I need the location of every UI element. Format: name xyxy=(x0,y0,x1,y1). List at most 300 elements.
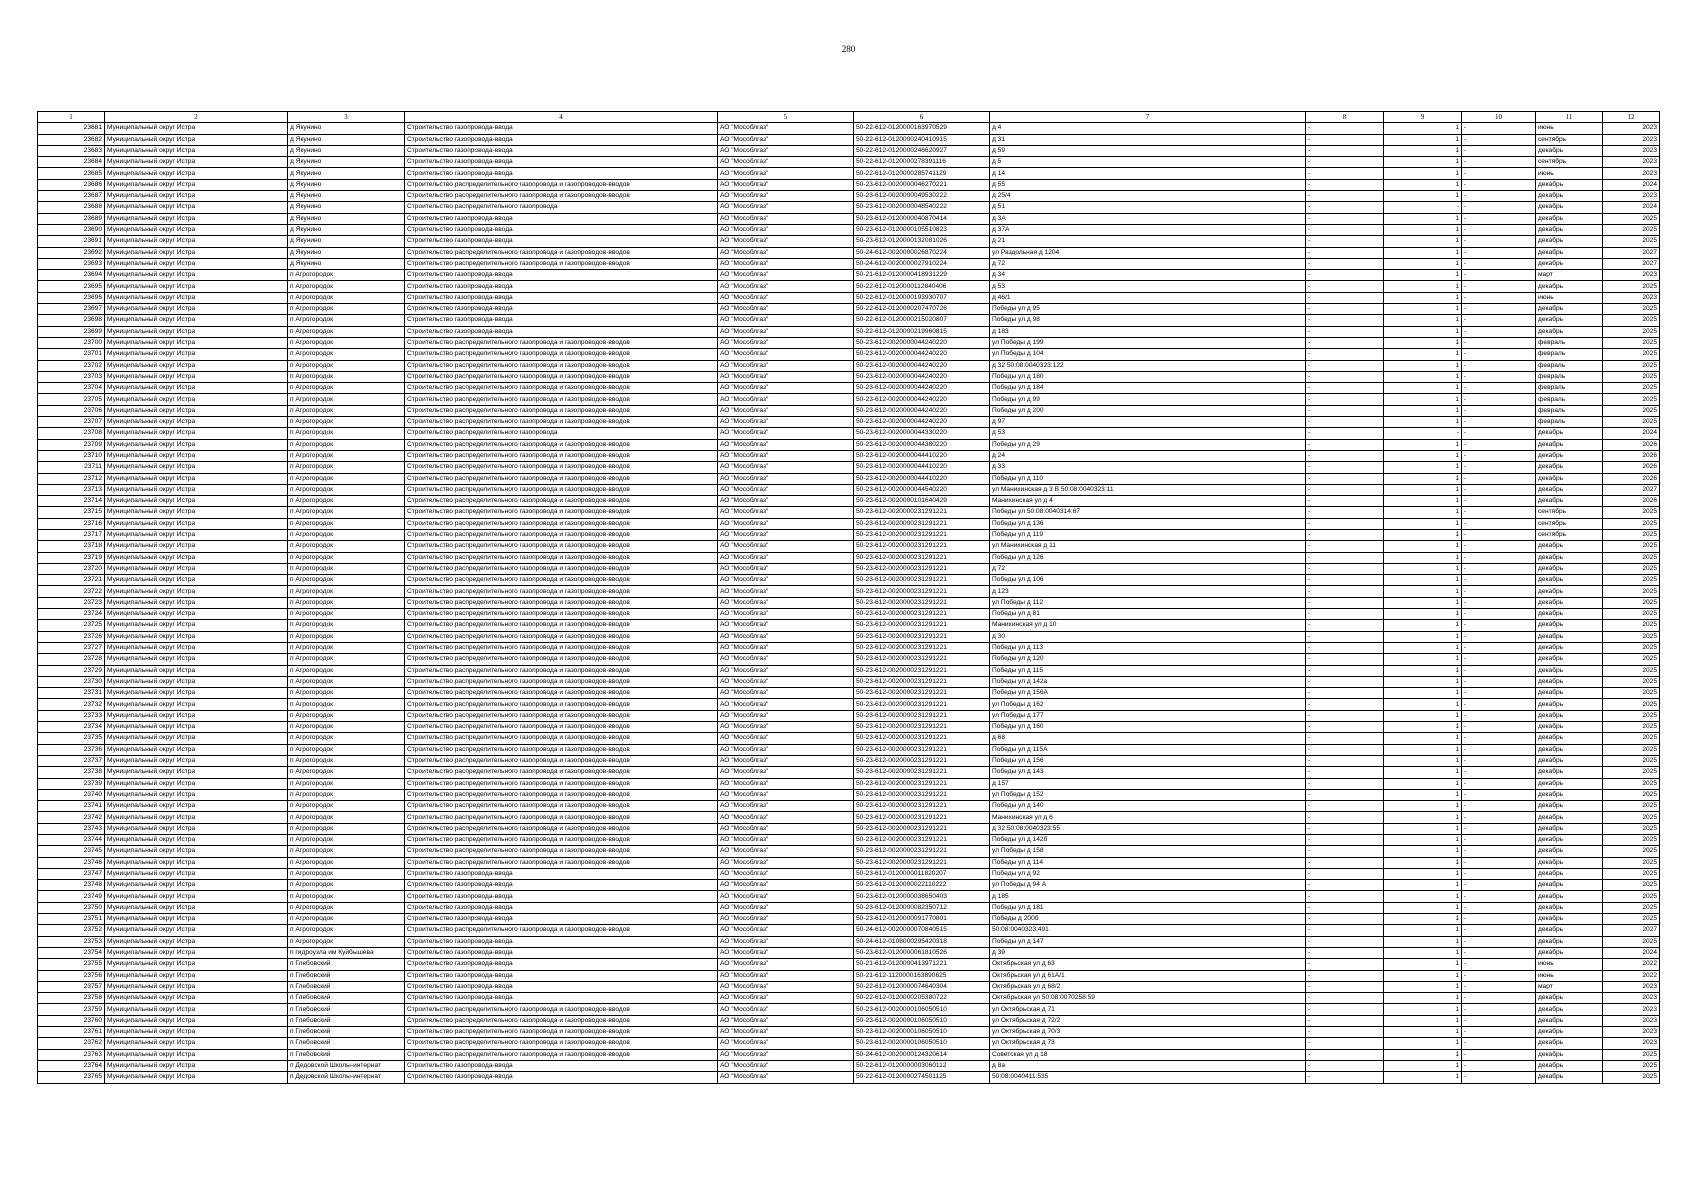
col10-cell: - xyxy=(1462,258,1536,269)
count-cell: 1 xyxy=(1384,936,1462,947)
year-cell: 2025 xyxy=(1603,563,1660,574)
row-number-cell: 23748 xyxy=(38,880,105,891)
table-row xyxy=(38,654,1660,665)
count-cell: 1 xyxy=(1384,755,1462,766)
count-cell: 1 xyxy=(1384,529,1462,540)
municipality-cell: Муниципальный округ Истра xyxy=(105,936,288,947)
month-cell: декабрь xyxy=(1536,789,1603,800)
application-number-cell: 50-22-612-0120000163970529 xyxy=(854,123,990,134)
table-row xyxy=(38,473,1660,484)
municipality-cell: Муниципальный округ Истра xyxy=(105,281,288,292)
table-row xyxy=(38,586,1660,597)
table-row xyxy=(38,710,1660,721)
municipality-cell: Муниципальный округ Истра xyxy=(105,224,288,235)
col8-cell: - xyxy=(1306,767,1384,778)
column-header: 7 xyxy=(990,112,1306,123)
col8-cell: - xyxy=(1306,959,1384,970)
col8-cell: - xyxy=(1306,213,1384,224)
application-number-cell: 50-23-612-0020000049530222 xyxy=(854,191,990,202)
table-row xyxy=(38,484,1660,495)
row-number-cell: 23720 xyxy=(38,563,105,574)
settlement-cell: п гидроузла им Куйбышева xyxy=(288,947,405,958)
table-row xyxy=(38,236,1660,247)
year-cell: 2025 xyxy=(1603,597,1660,608)
municipality-cell: Муниципальный округ Истра xyxy=(105,191,288,202)
month-cell: декабрь xyxy=(1536,202,1603,213)
table-row xyxy=(38,258,1660,269)
count-cell: 1 xyxy=(1384,473,1462,484)
col10-cell: - xyxy=(1462,823,1536,834)
col10-cell: - xyxy=(1462,789,1536,800)
settlement-cell: п Глебовский xyxy=(288,959,405,970)
month-cell: декабрь xyxy=(1536,609,1603,620)
municipality-cell: Муниципальный округ Истра xyxy=(105,947,288,958)
settlement-cell: п Агрогородок xyxy=(288,835,405,846)
col8-cell: - xyxy=(1306,292,1384,303)
count-cell: 1 xyxy=(1384,292,1462,303)
address-cell: Победы ул 50:08:0040314:67 xyxy=(990,507,1306,518)
application-number-cell: 50-23-612-0020000231291221 xyxy=(854,575,990,586)
work-type-cell: Строительство распределительного газопровода и газопроводов-вводов xyxy=(405,1015,718,1026)
table-row xyxy=(38,439,1660,450)
month-cell: декабрь xyxy=(1536,665,1603,676)
work-type-cell: Строительство распределительного газопровода и газопроводов-вводов xyxy=(405,631,718,642)
col10-cell: - xyxy=(1462,609,1536,620)
organization-cell: АО "Мособлгаз" xyxy=(718,563,854,574)
col8-cell: - xyxy=(1306,315,1384,326)
municipality-cell: Муниципальный округ Истра xyxy=(105,157,288,168)
application-number-cell: 50-23-612-0020000231291221 xyxy=(854,699,990,710)
col10-cell: - xyxy=(1462,428,1536,439)
work-type-cell: Строительство газопровода-ввода xyxy=(405,970,718,981)
count-cell: 1 xyxy=(1384,496,1462,507)
municipality-cell: Муниципальный округ Истра xyxy=(105,642,288,653)
count-cell: 1 xyxy=(1384,891,1462,902)
col10-cell: - xyxy=(1462,191,1536,202)
month-cell: декабрь xyxy=(1536,857,1603,868)
count-cell: 1 xyxy=(1384,1027,1462,1038)
application-number-cell: 50-23-612-0020000048540222 xyxy=(854,202,990,213)
col10-cell: - xyxy=(1462,801,1536,812)
municipality-cell: Муниципальный округ Истра xyxy=(105,473,288,484)
year-cell: 2025 xyxy=(1603,744,1660,755)
municipality-cell: Муниципальный округ Истра xyxy=(105,767,288,778)
address-cell: Победы ул д 106 xyxy=(990,575,1306,586)
settlement-cell: п Агрогородок xyxy=(288,360,405,371)
settlement-cell: п Агрогородок xyxy=(288,507,405,518)
municipality-cell: Муниципальный округ Истра xyxy=(105,405,288,416)
municipality-cell: Муниципальный округ Истра xyxy=(105,744,288,755)
work-type-cell: Строительство распределительного газопровода и газопроводов-вводов xyxy=(405,394,718,405)
work-type-cell: Строительство распределительного газопровода и газопроводов-вводов xyxy=(405,529,718,540)
settlement-cell: п Агрогородок xyxy=(288,620,405,631)
col8-cell: - xyxy=(1306,1038,1384,1049)
work-type-cell: Строительство газопровода-ввода xyxy=(405,315,718,326)
year-cell: 2025 xyxy=(1603,812,1660,823)
year-cell: 2025 xyxy=(1603,868,1660,879)
row-number-cell: 23740 xyxy=(38,789,105,800)
work-type-cell: Строительство газопровода-ввода xyxy=(405,891,718,902)
work-type-cell: Строительство газопровода-ввода xyxy=(405,1072,718,1083)
month-cell: декабрь xyxy=(1536,744,1603,755)
year-cell: 2025 xyxy=(1603,620,1660,631)
settlement-cell: д Якунино xyxy=(288,258,405,269)
col10-cell: - xyxy=(1462,529,1536,540)
address-cell: д 3А xyxy=(990,213,1306,224)
application-number-cell: 50-23-612-0020000231291221 xyxy=(854,518,990,529)
row-number-cell: 23682 xyxy=(38,134,105,145)
application-number-cell: 50-23-612-0020000231291221 xyxy=(854,563,990,574)
col10-cell: - xyxy=(1462,722,1536,733)
month-cell: сентябрь xyxy=(1536,529,1603,540)
count-cell: 1 xyxy=(1384,868,1462,879)
organization-cell: АО "Мособлгаз" xyxy=(718,857,854,868)
row-number-cell: 23721 xyxy=(38,575,105,586)
settlement-cell: п Агрогородок xyxy=(288,270,405,281)
col8-cell: - xyxy=(1306,270,1384,281)
settlement-cell: п Глебовский xyxy=(288,1049,405,1060)
municipality-cell: Муниципальный округ Истра xyxy=(105,970,288,981)
month-cell: февраль xyxy=(1536,349,1603,360)
year-cell: 2025 xyxy=(1603,891,1660,902)
count-cell: 1 xyxy=(1384,224,1462,235)
row-number-cell: 23726 xyxy=(38,631,105,642)
settlement-cell: п Глебовский xyxy=(288,1038,405,1049)
month-cell: декабрь xyxy=(1536,801,1603,812)
year-cell: 2022 xyxy=(1603,959,1660,970)
application-number-cell: 50-23-612-0020000231291221 xyxy=(854,789,990,800)
month-cell: декабрь xyxy=(1536,1072,1603,1083)
application-number-cell: 50-23-612-0020000231291221 xyxy=(854,654,990,665)
col10-cell: - xyxy=(1462,394,1536,405)
year-cell: 2025 xyxy=(1603,552,1660,563)
organization-cell: АО "Мособлгаз" xyxy=(718,281,854,292)
organization-cell: АО "Мособлгаз" xyxy=(718,665,854,676)
row-number-cell: 23695 xyxy=(38,281,105,292)
year-cell: 2023 xyxy=(1603,981,1660,992)
row-number-cell: 23687 xyxy=(38,191,105,202)
application-number-cell: 50-23-612-0020000231291221 xyxy=(854,676,990,687)
col8-cell: - xyxy=(1306,676,1384,687)
col10-cell: - xyxy=(1462,224,1536,235)
table-row xyxy=(38,631,1660,642)
settlement-cell: д Якунино xyxy=(288,145,405,156)
application-number-cell: 50-23-612-0020000044240220 xyxy=(854,394,990,405)
address-cell: д 39 xyxy=(990,947,1306,958)
table-row xyxy=(38,914,1660,925)
month-cell: декабрь xyxy=(1536,835,1603,846)
col8-cell: - xyxy=(1306,518,1384,529)
work-type-cell: Строительство распределительного газопровода и газопроводов-вводов xyxy=(405,767,718,778)
organization-cell: АО "Мособлгаз" xyxy=(718,213,854,224)
table-row xyxy=(38,224,1660,235)
organization-cell: АО "Мособлгаз" xyxy=(718,258,854,269)
count-cell: 1 xyxy=(1384,710,1462,721)
year-cell: 2023 xyxy=(1603,270,1660,281)
table-row xyxy=(38,270,1660,281)
address-cell: д 21 xyxy=(990,236,1306,247)
col10-cell: - xyxy=(1462,1004,1536,1015)
municipality-cell: Муниципальный округ Истра xyxy=(105,462,288,473)
organization-cell: АО "Мособлгаз" xyxy=(718,349,854,360)
col10-cell: - xyxy=(1462,462,1536,473)
table-row xyxy=(38,733,1660,744)
month-cell: февраль xyxy=(1536,417,1603,428)
municipality-cell: Муниципальный округ Истра xyxy=(105,383,288,394)
year-cell: 2025 xyxy=(1603,394,1660,405)
settlement-cell: п Агрогородок xyxy=(288,631,405,642)
application-number-cell: 50-23-612-0120000011820207 xyxy=(854,868,990,879)
application-number-cell: 50-23-612-0020000231291221 xyxy=(854,823,990,834)
organization-cell: АО "Мособлгаз" xyxy=(718,868,854,879)
municipality-cell: Муниципальный округ Истра xyxy=(105,1004,288,1015)
month-cell: декабрь xyxy=(1536,993,1603,1004)
municipality-cell: Муниципальный округ Истра xyxy=(105,1060,288,1071)
application-number-cell: 50-23-612-0020000231291221 xyxy=(854,586,990,597)
application-number-cell: 50-23-612-0020000044410220 xyxy=(854,462,990,473)
work-type-cell: Строительство газопровода-ввода xyxy=(405,947,718,958)
month-cell: декабрь xyxy=(1536,880,1603,891)
month-cell: декабрь xyxy=(1536,304,1603,315)
address-cell: ул Победы д 177 xyxy=(990,710,1306,721)
work-type-cell: Строительство распределительного газопровода и газопроводов-вводов xyxy=(405,417,718,428)
year-cell: 2027 xyxy=(1603,925,1660,936)
work-type-cell: Строительство распределительного газопровода и газопроводов-вводов xyxy=(405,733,718,744)
municipality-cell: Муниципальный округ Истра xyxy=(105,609,288,620)
month-cell: декабрь xyxy=(1536,1015,1603,1026)
row-number-cell: 23692 xyxy=(38,247,105,258)
count-cell: 1 xyxy=(1384,744,1462,755)
work-type-cell: Строительство распределительного газопровода и газопроводов-вводов xyxy=(405,597,718,608)
application-number-cell: 50-23-612-0020000231291221 xyxy=(854,642,990,653)
count-cell: 1 xyxy=(1384,823,1462,834)
month-cell: декабрь xyxy=(1536,236,1603,247)
address-cell: Победы ул д 95 xyxy=(990,304,1306,315)
month-cell: декабрь xyxy=(1536,778,1603,789)
work-type-cell: Строительство газопровода-ввода xyxy=(405,902,718,913)
work-type-cell: Строительство газопровода-ввода xyxy=(405,123,718,134)
year-cell: 2025 xyxy=(1603,801,1660,812)
col10-cell: - xyxy=(1462,157,1536,168)
col10-cell: - xyxy=(1462,586,1536,597)
organization-cell: АО "Мособлгаз" xyxy=(718,191,854,202)
col10-cell: - xyxy=(1462,484,1536,495)
address-cell: д 183 xyxy=(990,326,1306,337)
application-number-cell: 50-23-612-0020000044240220 xyxy=(854,360,990,371)
count-cell: 1 xyxy=(1384,337,1462,348)
organization-cell: АО "Мособлгаз" xyxy=(718,925,854,936)
application-number-cell: 50-23-612-0020000231291221 xyxy=(854,597,990,608)
row-number-cell: 23730 xyxy=(38,676,105,687)
address-cell: ул Победы д 112 xyxy=(990,597,1306,608)
col8-cell: - xyxy=(1306,947,1384,958)
municipality-cell: Муниципальный округ Истра xyxy=(105,507,288,518)
count-cell: 1 xyxy=(1384,145,1462,156)
col8-cell: - xyxy=(1306,145,1384,156)
column-header: 9 xyxy=(1384,112,1462,123)
col10-cell: - xyxy=(1462,236,1536,247)
work-type-cell: Строительство газопровода-ввода xyxy=(405,270,718,281)
table-row xyxy=(38,563,1660,574)
row-number-cell: 23746 xyxy=(38,857,105,868)
application-number-cell: 50-23-612-0020000231291221 xyxy=(854,552,990,563)
row-number-cell: 23685 xyxy=(38,168,105,179)
row-number-cell: 23732 xyxy=(38,699,105,710)
count-cell: 1 xyxy=(1384,835,1462,846)
row-number-cell: 23734 xyxy=(38,722,105,733)
col10-cell: - xyxy=(1462,405,1536,416)
work-type-cell: Строительство распределительного газопровода и газопроводов-вводов xyxy=(405,812,718,823)
work-type-cell: Строительство распределительного газопровода и газопроводов-вводов xyxy=(405,789,718,800)
settlement-cell: п Агрогородок xyxy=(288,428,405,439)
col10-cell: - xyxy=(1462,710,1536,721)
organization-cell: АО "Мособлгаз" xyxy=(718,880,854,891)
col10-cell: - xyxy=(1462,304,1536,315)
settlement-cell: п Агрогородок xyxy=(288,541,405,552)
municipality-cell: Муниципальный округ Истра xyxy=(105,134,288,145)
col8-cell: - xyxy=(1306,902,1384,913)
month-cell: декабрь xyxy=(1536,586,1603,597)
address-cell: Победы ул д 142а xyxy=(990,676,1306,687)
row-number-cell: 23728 xyxy=(38,654,105,665)
count-cell: 1 xyxy=(1384,902,1462,913)
settlement-cell: п Агрогородок xyxy=(288,462,405,473)
municipality-cell: Муниципальный округ Истра xyxy=(105,688,288,699)
address-cell: д 72 xyxy=(990,563,1306,574)
settlement-cell: д Якунино xyxy=(288,202,405,213)
row-number-cell: 23737 xyxy=(38,755,105,766)
year-cell: 2024 xyxy=(1603,947,1660,958)
work-type-cell: Строительство распределительного газопровода и газопроводов-вводов xyxy=(405,337,718,348)
col8-cell: - xyxy=(1306,360,1384,371)
application-number-cell: 50-23-612-0020000101640429 xyxy=(854,496,990,507)
col10-cell: - xyxy=(1462,496,1536,507)
col8-cell: - xyxy=(1306,586,1384,597)
application-number-cell: 50-23-612-0020000231291221 xyxy=(854,710,990,721)
count-cell: 1 xyxy=(1384,925,1462,936)
col8-cell: - xyxy=(1306,835,1384,846)
organization-cell: АО "Мособлгаз" xyxy=(718,947,854,958)
municipality-cell: Муниципальный округ Истра xyxy=(105,575,288,586)
col10-cell: - xyxy=(1462,134,1536,145)
col10-cell: - xyxy=(1462,733,1536,744)
column-header: 10 xyxy=(1462,112,1536,123)
application-number-cell: 50-22-612-0120000193930707 xyxy=(854,292,990,303)
settlement-cell: п Агрогородок xyxy=(288,688,405,699)
row-number-cell: 23716 xyxy=(38,518,105,529)
organization-cell: АО "Мособлгаз" xyxy=(718,360,854,371)
address-cell: д 46/1 xyxy=(990,292,1306,303)
count-cell: 1 xyxy=(1384,857,1462,868)
application-number-cell: 50-23-612-0020000231291221 xyxy=(854,846,990,857)
col10-cell: - xyxy=(1462,642,1536,653)
organization-cell: АО "Мособлгаз" xyxy=(718,744,854,755)
month-cell: декабрь xyxy=(1536,315,1603,326)
col8-cell: - xyxy=(1306,857,1384,868)
col8-cell: - xyxy=(1306,179,1384,190)
municipality-cell: Муниципальный округ Истра xyxy=(105,835,288,846)
count-cell: 1 xyxy=(1384,1072,1462,1083)
application-number-cell: 50-21-612-0120000418931229 xyxy=(854,270,990,281)
table-row xyxy=(38,541,1660,552)
table-row xyxy=(38,145,1660,156)
col8-cell: - xyxy=(1306,202,1384,213)
organization-cell: АО "Мособлгаз" xyxy=(718,597,854,608)
row-number-cell: 23706 xyxy=(38,405,105,416)
month-cell: июнь xyxy=(1536,168,1603,179)
count-cell: 1 xyxy=(1384,281,1462,292)
application-number-cell: 50-22-612-0120000274501125 xyxy=(854,1072,990,1083)
col10-cell: - xyxy=(1462,1049,1536,1060)
col10-cell: - xyxy=(1462,439,1536,450)
col10-cell: - xyxy=(1462,417,1536,428)
address-cell: ул Октябрьская д 71 xyxy=(990,1004,1306,1015)
municipality-cell: Муниципальный округ Истра xyxy=(105,304,288,315)
settlement-cell: п Глебовский xyxy=(288,1004,405,1015)
count-cell: 1 xyxy=(1384,507,1462,518)
address-cell: д 5 xyxy=(990,157,1306,168)
address-cell: ул Победы д 158 xyxy=(990,846,1306,857)
application-number-cell: 50-23-612-0120000105510823 xyxy=(854,224,990,235)
count-cell: 1 xyxy=(1384,552,1462,563)
count-cell: 1 xyxy=(1384,394,1462,405)
col8-cell: - xyxy=(1306,846,1384,857)
organization-cell: АО "Мособлгаз" xyxy=(718,518,854,529)
municipality-cell: Муниципальный округ Истра xyxy=(105,371,288,382)
month-cell: сентябрь xyxy=(1536,507,1603,518)
col10-cell: - xyxy=(1462,1015,1536,1026)
row-number-cell: 23684 xyxy=(38,157,105,168)
col10-cell: - xyxy=(1462,383,1536,394)
table-row xyxy=(38,801,1660,812)
count-cell: 1 xyxy=(1384,563,1462,574)
col8-cell: - xyxy=(1306,789,1384,800)
table-row xyxy=(38,891,1660,902)
col10-cell: - xyxy=(1462,360,1536,371)
header-row xyxy=(38,112,1660,123)
municipality-cell: Муниципальный округ Истра xyxy=(105,496,288,507)
table-row xyxy=(38,812,1660,823)
col8-cell: - xyxy=(1306,823,1384,834)
year-cell: 2025 xyxy=(1603,371,1660,382)
municipality-cell: Муниципальный округ Истра xyxy=(105,654,288,665)
work-type-cell: Строительство газопровода-ввода xyxy=(405,134,718,145)
address-cell: Манихинская ул д 6 xyxy=(990,812,1306,823)
application-number-cell: 50-23-612-0020000044240220 xyxy=(854,405,990,416)
organization-cell: АО "Мособлгаз" xyxy=(718,1027,854,1038)
address-cell: Победы ул д 126 xyxy=(990,552,1306,563)
work-type-cell: Строительство распределительного газопровода и газопроводов-вводов xyxy=(405,710,718,721)
application-number-cell: 50-23-612-0020000044240220 xyxy=(854,417,990,428)
municipality-cell: Муниципальный округ Истра xyxy=(105,1015,288,1026)
col8-cell: - xyxy=(1306,868,1384,879)
organization-cell: АО "Мособлгаз" xyxy=(718,642,854,653)
address-cell: д 8а xyxy=(990,1060,1306,1071)
col10-cell: - xyxy=(1462,337,1536,348)
settlement-cell: п Агрогородок xyxy=(288,439,405,450)
col10-cell: - xyxy=(1462,1072,1536,1083)
settlement-cell: д Якунино xyxy=(288,236,405,247)
municipality-cell: Муниципальный округ Истра xyxy=(105,563,288,574)
work-type-cell: Строительство газопровода-ввода xyxy=(405,292,718,303)
col8-cell: - xyxy=(1306,496,1384,507)
organization-cell: АО "Мособлгаз" xyxy=(718,123,854,134)
count-cell: 1 xyxy=(1384,326,1462,337)
row-number-cell: 23735 xyxy=(38,733,105,744)
row-number-cell: 23757 xyxy=(38,981,105,992)
count-cell: 1 xyxy=(1384,914,1462,925)
col8-cell: - xyxy=(1306,134,1384,145)
